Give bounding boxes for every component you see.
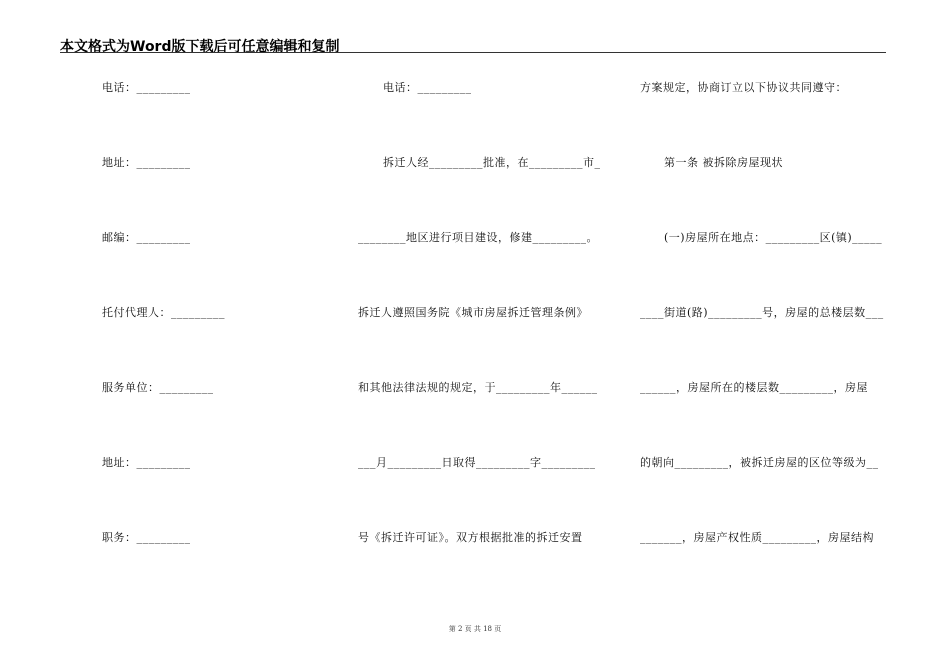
text-line: 服务单位：_________ (102, 381, 214, 394)
text-line: 号《拆迁许可证》。双方根据批准的拆迁安置 (358, 531, 583, 544)
document-header: 本文格式为Word版下载后可任意编辑和复制 (60, 39, 340, 55)
header-rule (60, 52, 886, 53)
text-line: 和其他法律法规的规定，于_________年______ (358, 381, 598, 394)
text-line: _______，房屋产权性质_________，房屋结构 (640, 531, 874, 544)
page-number: 第 2 页 共 18 页 (448, 625, 502, 633)
text-line: 邮编：_________ (102, 231, 191, 244)
text-line: 地址：_________ (102, 456, 191, 469)
text-line: 职务：_________ (102, 531, 191, 544)
text-line: 方案规定，协商订立以下协议共同遵守： (640, 81, 847, 94)
text-line: ______，房屋所在的楼层数_________，房屋 (640, 381, 868, 394)
text-line: 电话：_________ (383, 81, 472, 94)
text-line: 拆迁人经_________批准，在_________市_ (383, 156, 601, 169)
section-heading: 第一条 被拆除房屋现状 (664, 156, 783, 169)
text-line: ____街道(路)_________号，房屋的总楼层数___ (640, 306, 884, 319)
text-line: 托付代理人：_________ (102, 306, 225, 319)
text-line: 拆迁人遵照国务院《城市房屋拆迁管理条例》 (358, 306, 588, 319)
text-line: ___月_________日取得_________字_________ (358, 456, 596, 469)
text-line: 电话：_________ (102, 81, 191, 94)
text-line: (一)房屋所在地点：_________区(镇)_____ (664, 231, 883, 244)
text-line: ________地区进行项目建设，修建_________。 (358, 231, 598, 244)
text-line: 的朝向_________，被拆迁房屋的区位等级为__ (640, 456, 879, 469)
text-line: 地址：_________ (102, 156, 191, 169)
